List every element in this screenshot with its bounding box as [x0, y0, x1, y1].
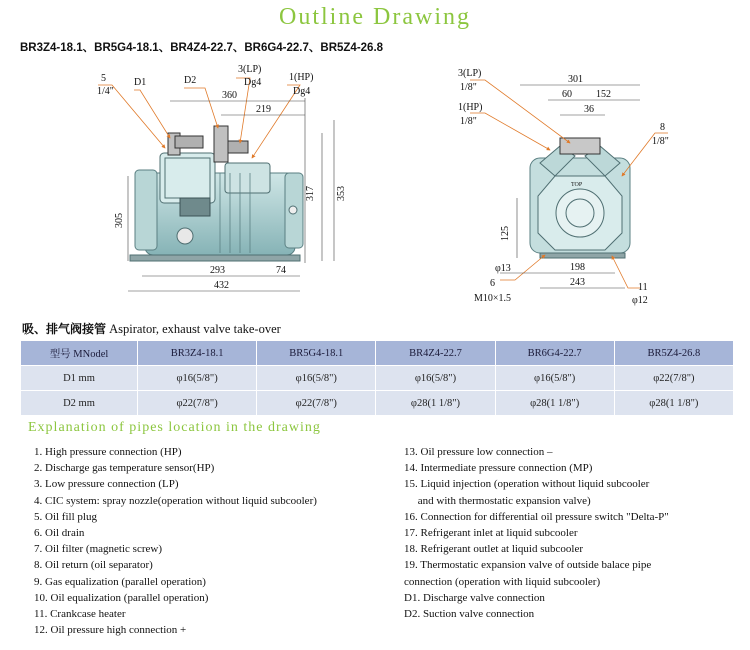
table-cell: φ16(5/8"): [495, 366, 614, 391]
dim-219: 219: [256, 104, 271, 115]
table-header-cell: BR3Z4-18.1: [138, 341, 257, 366]
explanation-title: Explanation of pipes location in the drawing: [28, 420, 321, 435]
table-cell: φ28(1 1/8"): [614, 391, 733, 416]
pipe-list-left: [34, 444, 394, 638]
table-row: [21, 391, 734, 416]
dim-360: 360: [222, 90, 237, 101]
section-heading: [22, 320, 281, 337]
list-item: 7. Oil filter (magnetic screw): [34, 543, 162, 556]
side-label-thread: M10×1.5: [474, 293, 512, 304]
side-dim-36: 36: [584, 104, 594, 115]
list-item: 11. Crankcase heater: [34, 608, 126, 621]
list-item: 13. Oil pressure low connection –: [404, 446, 553, 458]
page-title: Outline Drawing: [279, 4, 471, 30]
list-item: 17. Refrigerant inlet at liquid subcooler: [404, 527, 578, 540]
front-label-3lp-size: Dg4: [244, 77, 262, 88]
side-label-6: 6: [490, 278, 495, 289]
table-cell: φ28(1 1/8"): [495, 391, 614, 416]
table-cell: φ16(5/8"): [138, 366, 257, 391]
dim-293: 293: [210, 265, 225, 276]
pipe-list-right: [404, 444, 734, 622]
side-label-1hp: 1(HP): [458, 102, 483, 113]
side-label-3lp: 3(LP): [458, 68, 482, 79]
side-label-11: 11: [638, 282, 648, 293]
side-label-8: 8: [660, 122, 665, 133]
table-cell: φ28(1 1/8"): [376, 391, 495, 416]
front-view: [130, 126, 303, 261]
dim-305: 305: [114, 213, 125, 228]
list-item: 2. Discharge gas temperature sensor(HP): [34, 462, 215, 475]
table-cell: φ22(7/8"): [614, 366, 733, 391]
front-label-5: 5: [101, 73, 106, 84]
table-cell: φ16(5/8"): [376, 366, 495, 391]
table-header-cell: BR5G4-18.1: [257, 341, 376, 366]
section-heading-en: Aspirator, exhaust valve take-over: [109, 322, 281, 336]
dim-74: 74: [276, 265, 286, 276]
list-item: 15. Liquid injection (operation without liquid subcooler: [404, 478, 650, 491]
side-label-phi12: φ12: [632, 295, 648, 306]
table-header-cell: 型号 MNodel: [21, 341, 138, 366]
side-label-8-size: 1/8": [652, 136, 669, 147]
table-cell: φ16(5/8"): [257, 366, 376, 391]
list-item: 10. Oil equalization (parallel operation): [34, 591, 209, 604]
table-row: [21, 366, 734, 391]
table-header-cell: BR6G4-22.7: [495, 341, 614, 366]
front-label-d1: D1: [134, 77, 147, 88]
dim-317: 317: [305, 186, 316, 201]
side-dim-60: 60: [562, 89, 572, 100]
list-item: and with thermostatic expansion valve): [404, 494, 591, 507]
table-cell: D2 mm: [21, 391, 138, 416]
side-dim-152: 152: [596, 89, 611, 100]
list-item: 3. Low pressure connection (LP): [34, 478, 179, 491]
front-label-3lp: 3(LP): [238, 64, 262, 75]
list-item: 19. Thermostatic expansion valve of outside balace pipe: [404, 559, 652, 572]
section-heading-cn: 吸、排气阀接管: [22, 322, 107, 336]
side-label-1hp-size: 1/8": [460, 116, 477, 127]
dim-353: 353: [336, 186, 347, 201]
list-item: D2. Suction valve connection: [404, 608, 535, 621]
table-header-row: [21, 341, 734, 366]
side-dim-243: 243: [570, 277, 585, 288]
table-cell: φ22(7/8"): [138, 391, 257, 416]
side-label-top: TOP: [571, 182, 583, 188]
list-item: 18. Refrigerant outlet at liquid subcooler: [404, 543, 584, 556]
side-dim-125: 125: [500, 226, 511, 241]
model-list-line: BR3Z4-18.1、BR5G4-18.1、BR4Z4-22.7、BR6G4-22.7、BR5Z4-26.8: [20, 42, 384, 54]
table-cell: φ22(7/8"): [257, 391, 376, 416]
side-dim-198: 198: [570, 262, 585, 273]
table-cell: D1 mm: [21, 366, 138, 391]
side-dim-301: 301: [568, 74, 583, 85]
outline-drawing: [0, 58, 750, 313]
front-label-d2: D2: [184, 75, 197, 86]
list-item: connection (operation with liquid subcooler): [404, 575, 601, 588]
list-item: 16. Connection for differential oil pressure switch "Delta-P": [404, 510, 669, 523]
list-item: D1. Discharge valve connection: [404, 591, 545, 604]
side-dim-phi13: φ13: [495, 263, 511, 274]
table-header-cell: BR5Z4-26.8: [614, 341, 733, 366]
list-item: 5. Oil fill plug: [34, 510, 97, 523]
front-label-5-size: 1/4": [97, 86, 114, 97]
list-item: 4. CIC system: spray nozzle(operation without liquid subcooler): [34, 494, 317, 507]
side-label-3lp-size: 1/8": [460, 82, 477, 93]
list-item: 9. Gas equalization (parallel operation): [34, 575, 206, 588]
list-item: 8. Oil return (oil separator): [34, 559, 153, 572]
valve-spec-table: [20, 340, 734, 416]
list-item: 1. High pressure connection (HP): [34, 446, 182, 458]
list-item: 12. Oil pressure high connection +: [34, 624, 187, 637]
table-header-cell: BR4Z4-22.7: [376, 341, 495, 366]
front-label-1hp-size: Dg4: [293, 86, 311, 97]
list-item: 14. Intermediate pressure connection (MP): [404, 462, 593, 475]
dim-432: 432: [214, 280, 229, 291]
front-label-1hp: 1(HP): [289, 72, 314, 83]
side-view: [530, 138, 630, 258]
list-item: 6. Oil drain: [34, 527, 85, 540]
